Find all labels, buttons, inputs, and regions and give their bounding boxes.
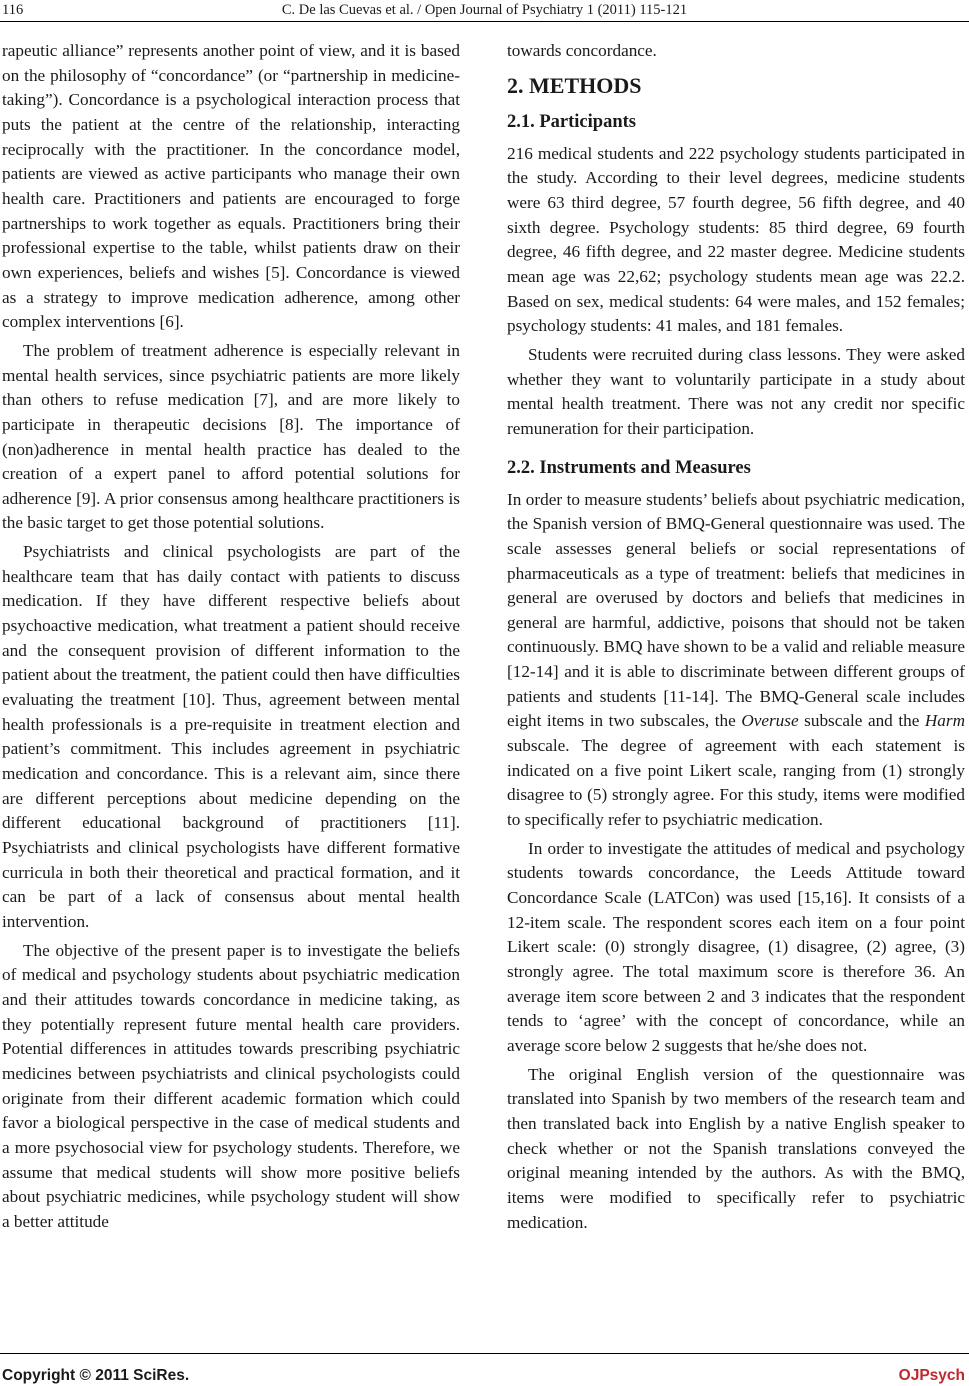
journal-abbreviation: OJPsych [898,1367,965,1384]
right-column [507,39,965,1235]
page-number: 116 [2,2,24,18]
body-paragraph: Students were recruited during class lessons. They were asked whether they want to voluntarily participate in a study about mental health treatment. There was not any credit nor specific remuneration for their participation. [507,344,965,438]
body-paragraph: Psychiatrists and clinical psychologists are part of the healthcare team that has daily contact with patients to discuss medication. If they have different respective beliefs about psychoactive medication, what treatment a patient should receive and the consequent provision of different information to the patient about the treatment, the patient could then have difficulties evaluating the treatment [10]. Thus, agreement between mental health professionals is a pre-requisite in treatment election and patient’s commitment. This includes agreement in psychiatric medication and concordance. This is a relevant aim, since there are different perceptions about medicine depending on the different educational background of practitioners [11]. Psychiatrists and clinical psychologists have different formative curricula in both their theoretical and practical formation, and it can be part of a lack of consensus about mental health intervention. [2,542,460,931]
body-paragraph: 216 medical students and 222 psychology students participated in the study. According to their level degrees, medicine students were 63 third degree, 57 fourth degree, 56 fifth degree, and 40 sixth degree. Psychology students: 85 third degree, 69 fourth degree, 46 fifth degree, and 22 master degree. Medicine students mean age was 22,62; psychology students mean age was 22.2. Based on sex, medical students: 64 were males, and 152 females; psychology students: 41 males, and 181 females. [507,143,965,336]
body-paragraph: The objective of the present paper is to investigate the beliefs of medical and psychology students about psychiatric medication and their attitudes towards concordance in medicine taking, as they potentially represent future mental health care providers. Potential differences in attitudes towards prescribing psychiatric medicines between psychiatrists and clinical psychologists could originate from their different academic formation which could favor a biological perspective in the case of medical students and a more psychosocial view for psychology students. Therefore, we assume that medical students will show more positive beliefs about psychiatric medicines, while psychology student will show a better attitude [2,940,460,1231]
left-column [2,39,460,1235]
copyright-notice: Copyright © 2011 SciRes. [2,1367,190,1384]
subsection-heading-participants: 2.1. Participants [507,111,636,132]
body-paragraph: In order to investigate the attitudes of medical and psychology students towards concordance, the Leeds Attitude toward Concordance Scale (LATCon) was used [15,16]. It consists of a 12-item scale. The respondent scores each item on a four point Likert scale: (0) strongly disagree, (1) disagree, (2) agree, (3) strongly agree. The total maximum score is therefore 36. An average item score between 2 and 3 indicates that the respondent tends to ‘agree’ with the concept of concordance, while an average score below 2 suggests that he/she does not. [507,838,965,1055]
text-run: In order to measure students’ beliefs about psychiatric medication, the Spanish version of BMQ-General questionnaire was used. The scale assesses general beliefs or social representations of pharmaceuticals as a type of treatment: beliefs that medicines in general are overused by doctors and beliefs that medicines in general are harmful, addictive, poisons that should not be taken continuously. BMQ have shown to be a valid and reliable measure [12-14] and it is able to discriminate between different groups of patients and students [11-14]. The BMQ-General scale includes eight items in two subscales, the [507,489,965,731]
page-header [0,0,969,24]
subsection-heading-instruments: 2.2. Instruments and Measures [507,457,751,478]
body-paragraph: The problem of treatment adherence is especially relevant in mental health services, since psychiatric patients are more likely than others to refuse medication [7], and are more likely to participate in therapeutic decisions [8]. The importance of (non)adherence in mental health practice has dealed to the creation of a expert panel to afford potential solutions for adherence [9]. A prior consensus among healthcare practitioners is the basic target to get those potential solutions. [2,340,460,533]
section-heading-methods: 2. METHODS [507,72,642,98]
text-run: subscale and the [798,711,925,731]
header-rule [0,21,969,22]
footer-rule [0,1353,969,1354]
body-paragraph [507,488,965,833]
body-paragraph: The original English version of the questionnaire was translated into Spanish by two members of the research team and then translated back into English by a native English speaker to check whether or not the Spanish translations conveyed the original meaning intended by the authors. As with the BMQ, items were modified to specifically refer to psychiatric medication. [507,1064,965,1232]
harm-term: Harm [924,711,965,731]
running-head [0,2,969,18]
overuse-term: Overuse [741,711,799,731]
running-head-text: C. De las Cuevas et al. / Open Journal of Psychiatry 1 (2011) 115-121 [281,2,688,18]
body-paragraph: towards concordance. [507,41,657,60]
body-paragraph: rapeutic alliance” represents another point of view, and it is based on the philosophy of “concordance” (or “partnership in medicine-taking”). Concordance is a psychological interaction process that puts the patient at the centre of the relationship, interacting reciprocally with the practitioner. In the concordance model, patients are viewed as active participants who manage their own health care. Practitioners and patients are encouraged to forge partnerships to work together as equals. Practitioners bring their professional expertise to the table, whilst patients draw on their own experiences, beliefs and wishes [5]. Concordance is viewed as a strategy to improve medication adherence, among other complex interventions [6]. [2,41,460,332]
text-run: subscale. The degree of agreement with each statement is indicated on a five point Likert scale, ranging from (1) strongly disagree to (5) strongly agree. For this study, items were modified to specifically refer to psychiatric medication. [507,736,965,830]
page-footer [0,1351,969,1385]
